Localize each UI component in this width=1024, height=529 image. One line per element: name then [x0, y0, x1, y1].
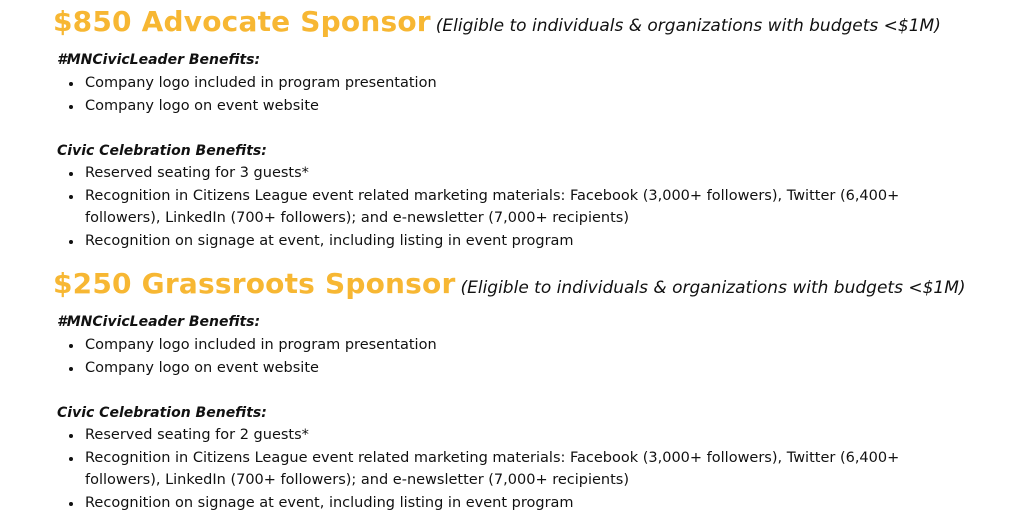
list-item: Recognition in Citizens League event related marketing materials: Facebook (3,000+ followers), Twitter (6,400+ followers), LinkedIn (700+ followers); and e-newsletter (7,000+ recipients)	[68, 185, 968, 230]
tier-heading	[53, 5, 941, 38]
mncivicleader-benefits-heading: #MNCivicLeader Benefits:	[57, 52, 261, 68]
mncivicleader-benefits-heading: #MNCivicLeader Benefits:	[57, 314, 261, 330]
civic-celebration-benefits-list	[68, 424, 968, 514]
list-item: Recognition on signage at event, including listing in event program	[68, 492, 968, 515]
tier-eligibility-note: (Eligible to individuals & organizations with budgets <$1M)	[435, 16, 941, 36]
mncivicleader-benefits-list	[68, 72, 968, 117]
list-item: Company logo included in program presentation	[68, 334, 968, 357]
civic-celebration-benefits-heading: Civic Celebration Benefits:	[57, 405, 267, 421]
civic-celebration-benefits-list	[68, 162, 968, 252]
tier-title: $250 Grassroots Sponsor	[53, 267, 456, 300]
list-item: Reserved seating for 3 guests*	[68, 162, 968, 185]
list-item: Company logo on event website	[68, 357, 968, 380]
mncivicleader-benefits-list	[68, 334, 968, 379]
list-item: Company logo included in program presentation	[68, 72, 968, 95]
list-item: Company logo on event website	[68, 95, 968, 118]
list-item: Reserved seating for 2 guests*	[68, 424, 968, 447]
list-item: Recognition on signage at event, including listing in event program	[68, 230, 968, 253]
civic-celebration-benefits-heading: Civic Celebration Benefits:	[57, 143, 267, 159]
tier-heading	[53, 267, 966, 300]
tier-eligibility-note: (Eligible to individuals & organizations with budgets <$1M)	[460, 278, 966, 298]
tier-title: $850 Advocate Sponsor	[53, 5, 431, 38]
list-item: Recognition in Citizens League event related marketing materials: Facebook (3,000+ followers), Twitter (6,400+ followers), LinkedIn (700+ followers); and e-newsletter (7,000+ recipients)	[68, 447, 968, 492]
